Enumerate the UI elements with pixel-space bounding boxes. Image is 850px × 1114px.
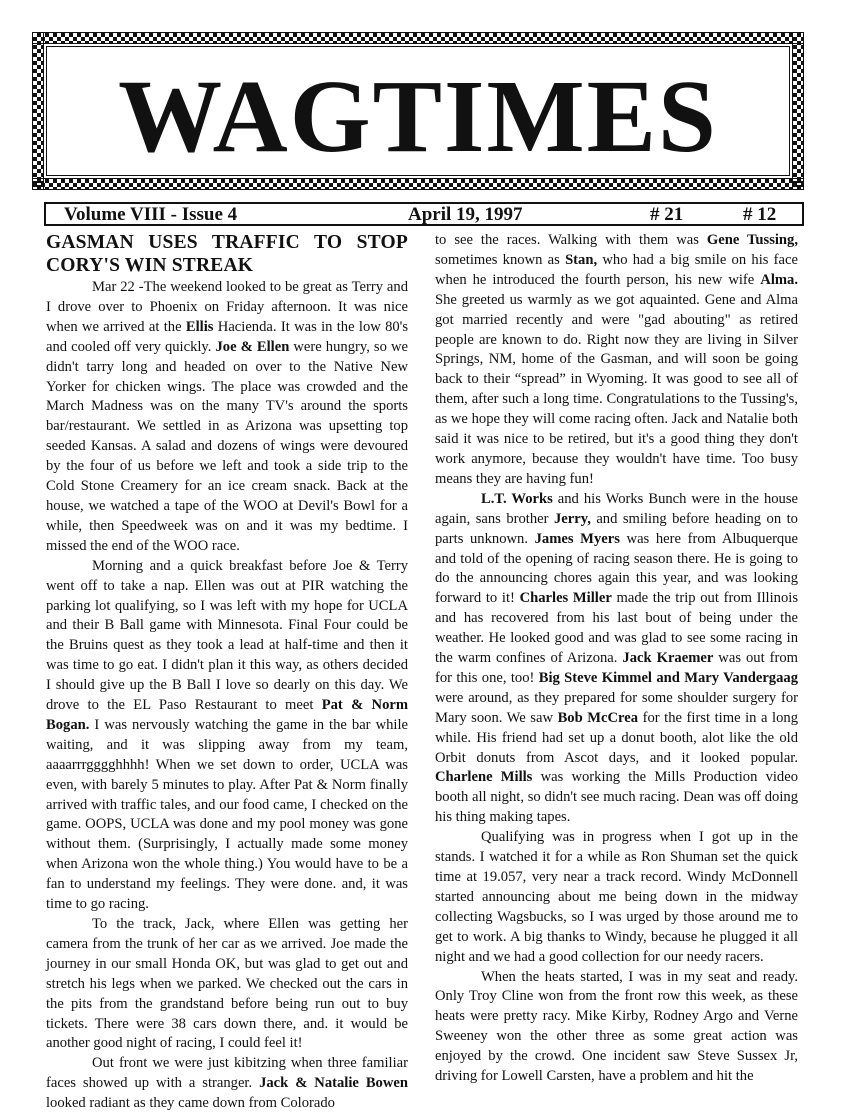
issue-number-b: # 12: [743, 204, 777, 225]
paragraph: to see the races. Walking with them was Gene Tussing, sometimes known as Stan, who had a big smile on his face when he introduced the fourth person, his new wife Alma. She greeted us warmly as we got aquainted. Gene and Alma got married recently and were "gad abouting" as retired people are known to do. Right now they are living in Silver Springs, NM, home of the Gasman, and will soon be going back to their “spread” in Wyoming. It was good to see all of them, after such a long time. Congratulations to the Tussing's, as we hope they will come racing often. Jack and Natalie both said it was nice to be retired, but it's a good thing they don't work anymore, because they wouldn't have time. Too busy means they are having fun!: [435, 232, 798, 487]
volume-issue: Volume VIII - Issue 4: [64, 204, 238, 225]
checkered-border-bottom: [32, 178, 804, 190]
paragraph: Qualifying was in progress when I got up in the stands. I watched it for a while as Ron Shuman set the quick time at 19.057, very near a track record. Windy McDonnell started announcing about me being down in the midway collecting Wagsbucks, so I was urged by those around me to get to work. A big thanks to Windy, because he plugged it all night and we had a good collection for our needy racers.: [435, 829, 798, 965]
issue-date: April 19, 1997: [408, 204, 523, 225]
paragraph: L.T. Works and his Works Bunch were in the house again, sans brother Jerry, and smiling before heading on to parts unknown. James Myers was here from Albuquerque and told of the opening of racing season there. He is going to do the announcing chores again this year, and was looking forward to it! Charles Miller made the trip out from Illinois and has recovered from his last bout of being under the weather. He looked good and was glad to see some racing in the warm confines of Arizona. Jack Kraemer was out from for this one, too! Big Steve Kimmel and Mary Vandergaag were around, as they prepared for some shoulder surgery for Mary soon. We saw Bob McCrea for the first time in a long while. His friend had set up a donut booth, alot like the old Orbit donuts from Ascot days, and it looked popular. Charlene Mills was working the Mills Production video booth all night, so didn't see much racing. Dean was off doing his thing making tapes.: [435, 490, 799, 826]
issue-number-a: # 21: [650, 204, 684, 225]
paragraph: Out front we were just kibitzing when three familiar faces showed up with a stranger. Jack & Natalie Bowen looked radiant as they came down from Colorado: [46, 1055, 408, 1112]
paragraph: Morning and a quick breakfast before Joe & Terry went off to take a nap. Ellen was out at PIR watching the parking lot qualifying, so I was left with my hope for UCLA and their B Ball game with Minnesota. Final Four could be the Bruins quest as they took a lead at half-time and then it was time to go eat. I didn't plan it this way, as others decided I should give up the B Ball I love so dearly on this day. We drove to the EL Paso Restaurant to meet Pat & Norm Bogan. I was nervously watching the game in the bar while waiting, and it was slipping away from my team, aaaarrrgggghhhh! When we set down to order, UCLA was even, with barely 5 minutes to play. After Pat & Norm finally arrived with traffic tales, and our food came, I checked on the game. OOPS, UCLA was done and my pool money was gone without them. (Surprisingly, I actually made some money when Arizona won the whole thing.) You would have to be a fan to understand my feelings. They were done. and, it was time to go racing.: [46, 557, 408, 913]
paragraph: To the track, Jack, where Ellen was getting her camera from the trunk of her car as we arrived. Joe made the journey in our small Honda OK, but was glad to get out and stretch his legs when we parked. We checked out the cars in the pits from the grandstand before being run out to buy tickets. There were 38 cars down there, and. it would be another good night of racing, I could feel it!: [46, 916, 408, 1052]
issue-info-bar: [44, 202, 804, 226]
checkered-border-top: [32, 32, 804, 44]
article-column-right: [435, 231, 798, 1087]
paragraph: When the heats started, I was in my seat and ready. Only Troy Cline won from the front row this week, as these heats were pretty racy. Mike Kirby, Rodney Argo and Verne Sweeney won the other three as some great action was enjoyed by the crowd. One incident saw Steve Sussex Jr, driving for Lowell Carsten, have a problem and hit the: [435, 968, 798, 1085]
paragraph: Mar 22 -The weekend looked to be great as Terry and I drove over to Phoenix on Friday afternoon. It was nice when we arrived at the Ellis Hacienda. It was in the low 80's and cooled off very quickly. Joe & Ellen were hungry, so we didn't tarry long and headed on over to the Native New Yorker for chicken wings. The place was crowded and the March Madness was on the many TV's around the sports bar/restaurant. We settled in as Arizona was upsetting top seeded Kansas. A salad and dozens of wings were devoured by the four of us before we left and took a side trip to the Cold Stone Creamery for an ice cream snack. Back at the house, we watched a tape of the WOO at Devil's Bowl for a while, then Speedweek was on and it was my bedtime. I missed the end of the WOO race.: [46, 279, 408, 554]
masthead: [32, 32, 804, 190]
article-headline: GASMAN USES TRAFFIC TO STOP CORY'S WIN STREAK: [46, 232, 408, 276]
article-column-left: [46, 231, 408, 1114]
newsletter-title: WAGTIMES: [118, 59, 718, 174]
